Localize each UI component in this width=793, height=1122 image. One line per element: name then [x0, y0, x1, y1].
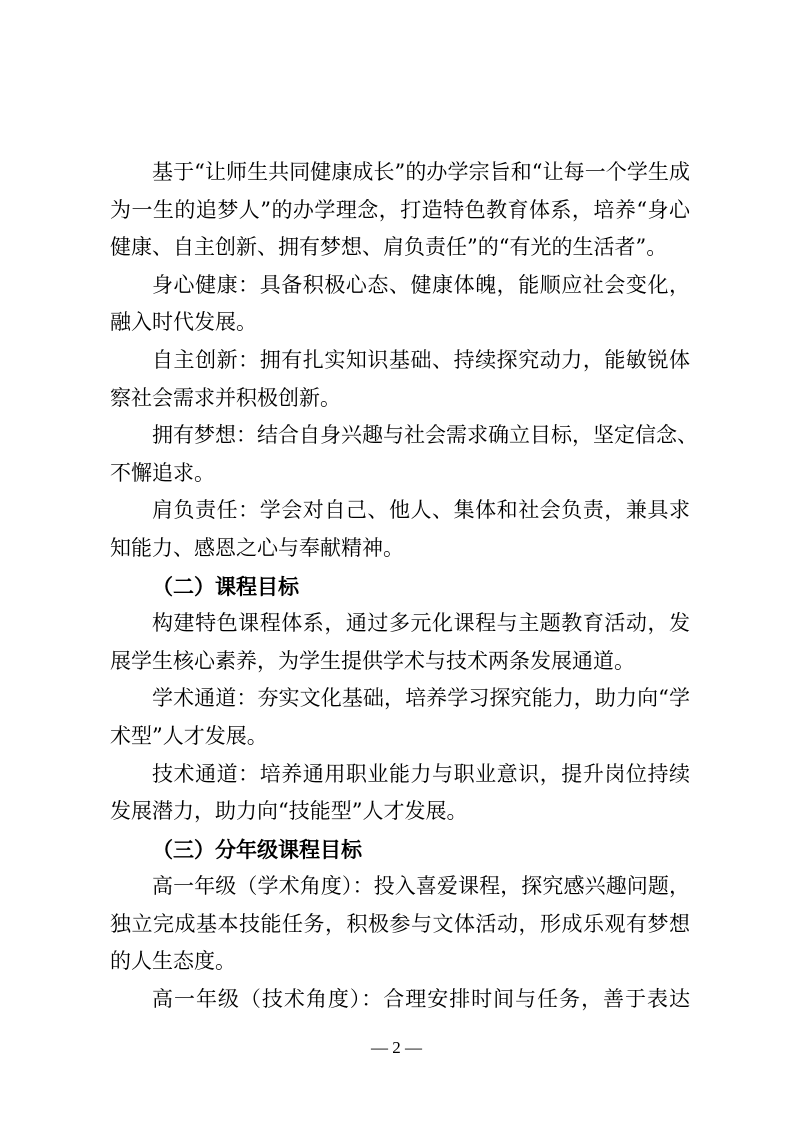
text-line: 技术通道：培养通用职业能力与职业意识，提升岗位持续: [152, 761, 690, 786]
text-line: 肩负责任：学会对自己、他人、集体和社会负责，兼具求: [152, 498, 690, 523]
text-line: 察社会需求并积极创新。: [110, 385, 341, 410]
text-line: 高一年级（学术角度）：投入喜爱课程，探究感兴趣问题，: [152, 874, 690, 899]
text-line: 身心健康：具备积极心态、健康体魄，能顺应社会变化，: [152, 272, 690, 297]
text-line: 融入时代发展。: [110, 310, 257, 335]
text-line: 的人生态度。: [110, 949, 236, 974]
text-line: 基于“让师生共同健康成长”的办学宗旨和“让每一个学生成: [152, 160, 690, 184]
text-line: 不懈追求。: [110, 460, 215, 485]
text-line: 独立完成基本技能任务，积极参与文体活动，形成乐观有梦想: [110, 911, 690, 936]
section-heading: （三）分年级课程目标: [152, 836, 362, 862]
text-line: 发展潜力，助力向“技能型”人才发展。: [110, 799, 468, 824]
text-line: 自主创新：拥有扎实知识基础、持续探究动力，能敏锐体: [152, 347, 690, 372]
text-line: 术型”人才发展。: [110, 723, 268, 748]
text-line: 健康、自主创新、拥有梦想、肩负责任”的“有光的生活者”。: [110, 235, 668, 260]
text-line: 展学生核心素养，为学生提供学术与技术两条发展通道。: [110, 648, 635, 673]
section-heading: （二）课程目标: [152, 573, 299, 599]
text-line: 高一年级（技术角度）：合理安排时间与任务，善于表达: [152, 987, 690, 1012]
document-body: [110, 154, 698, 1019]
text-line: 拥有梦想：结合自身兴趣与社会需求确立目标，坚定信念、: [152, 423, 698, 448]
text-line: 为一生的追梦人”的办学理念，打造特色教育体系，培养“身心: [110, 197, 690, 222]
text-line: 学术通道：夯实文化基础，培养学习探究能力，助力向“学: [152, 686, 690, 711]
page-number: — 2 —: [371, 1038, 422, 1057]
text-line: 构建特色课程体系，通过多元化课程与主题教育活动，发: [152, 611, 690, 636]
text-line: 知能力、感恩之心与奉献精神。: [110, 535, 404, 560]
